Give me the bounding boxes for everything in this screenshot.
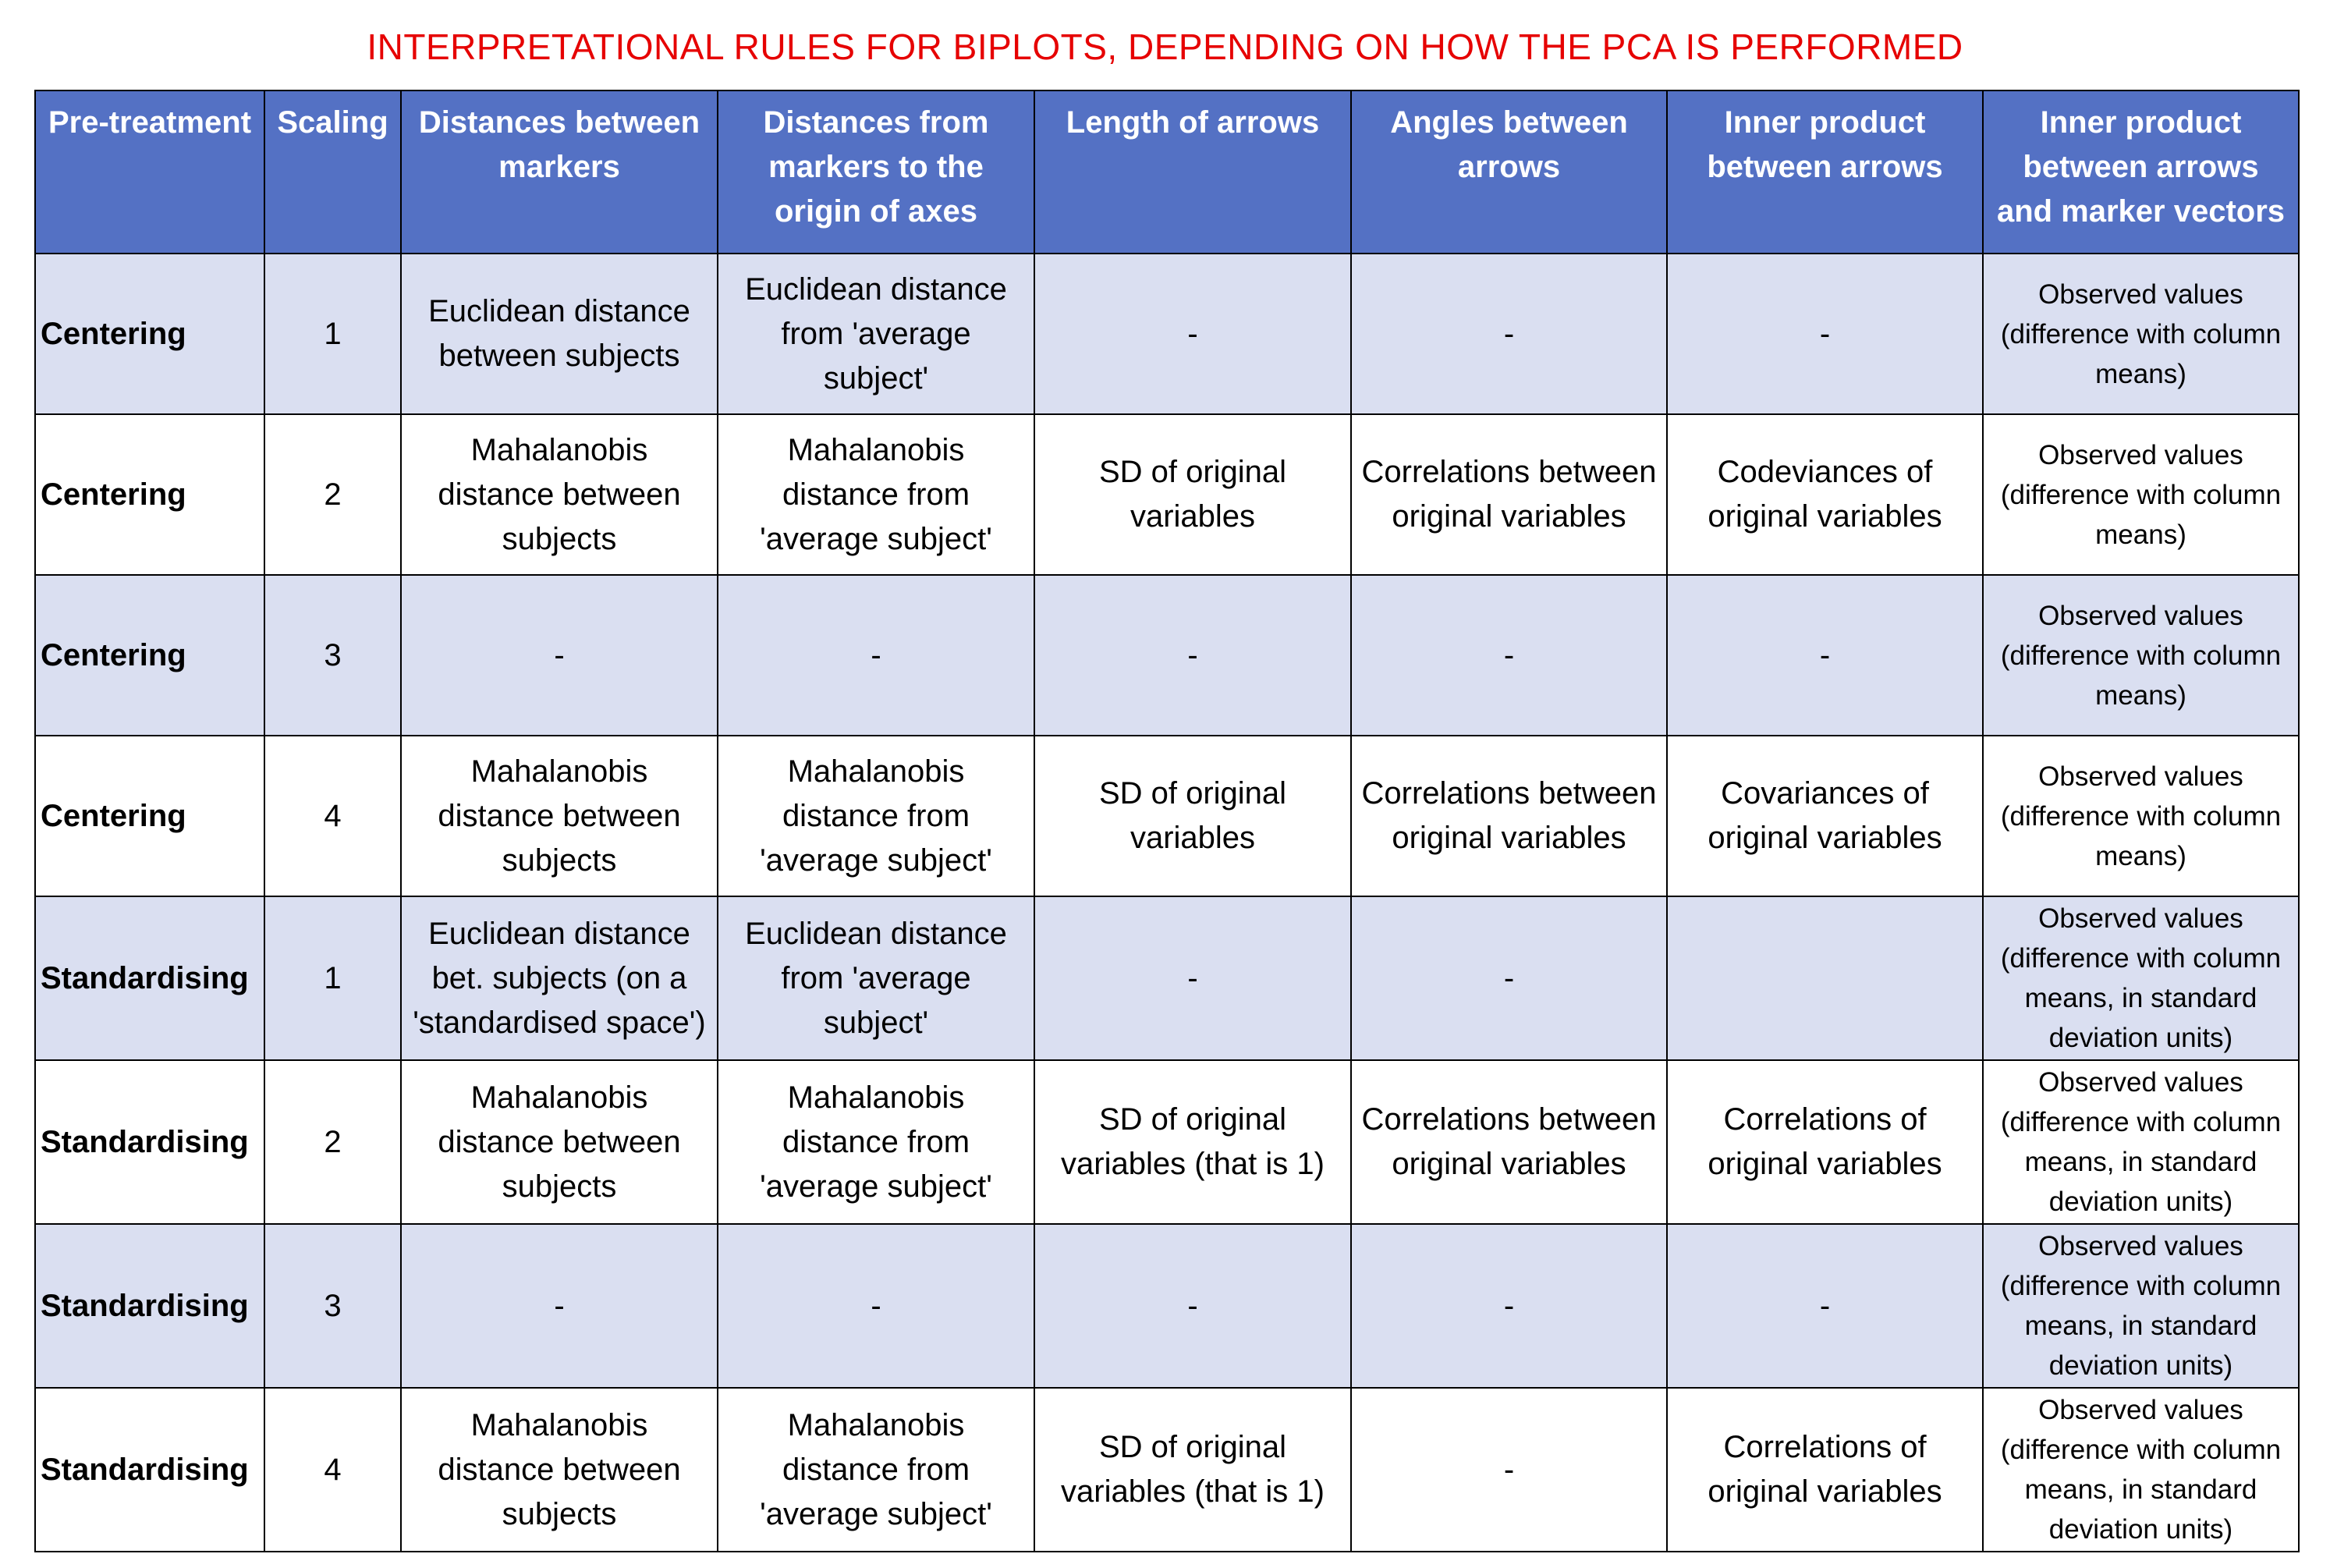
distances-origin-cell: - bbox=[718, 575, 1034, 736]
header-distances-between-markers: Distances between markers bbox=[401, 90, 718, 254]
angles-arrows-cell: Correlations between original variables bbox=[1351, 414, 1667, 575]
inner-product-arrows-cell: - bbox=[1667, 1224, 1983, 1388]
distances-origin-cell: Mahalanobis distance from 'average subject' bbox=[718, 1388, 1034, 1552]
length-arrows-cell: SD of original variables bbox=[1034, 414, 1351, 575]
length-arrows-cell: - bbox=[1034, 896, 1351, 1060]
distances-origin-cell: Mahalanobis distance from 'average subject' bbox=[718, 414, 1034, 575]
pretreatment-cell: Centering bbox=[35, 575, 264, 736]
distances-markers-cell: - bbox=[401, 575, 718, 736]
scaling-cell: 4 bbox=[264, 1388, 401, 1552]
length-arrows-cell: - bbox=[1034, 254, 1351, 414]
header-length-of-arrows: Length of arrows bbox=[1034, 90, 1351, 254]
angles-arrows-cell: Correlations between original variables bbox=[1351, 736, 1667, 896]
distances-markers-cell: Mahalanobis distance between subjects bbox=[401, 414, 718, 575]
header-pretreatment: Pre-treatment bbox=[35, 90, 264, 254]
inner-product-arrows-cell: - bbox=[1667, 254, 1983, 414]
inner-product-arrows-markers-cell: Observed values (difference with column means, in standard deviation units) bbox=[1983, 896, 2299, 1060]
pretreatment-cell: Standardising bbox=[35, 1060, 264, 1224]
scaling-cell: 2 bbox=[264, 1060, 401, 1224]
table-row bbox=[35, 254, 2299, 414]
pretreatment-cell: Centering bbox=[35, 736, 264, 896]
length-arrows-cell: SD of original variables (that is 1) bbox=[1034, 1388, 1351, 1552]
pretreatment-cell: Standardising bbox=[35, 896, 264, 1060]
table-row bbox=[35, 1060, 2299, 1224]
distances-origin-cell: Euclidean distance from 'average subject' bbox=[718, 254, 1034, 414]
pretreatment-cell: Centering bbox=[35, 254, 264, 414]
interpretation-rules-table bbox=[34, 90, 2300, 1552]
page-title: INTERPRETATIONAL RULES FOR BIPLOTS, DEPENDING ON HOW THE PCA IS PERFORMED bbox=[367, 27, 1963, 67]
table-row bbox=[35, 414, 2299, 575]
inner-product-arrows-markers-cell: Observed values (difference with column means) bbox=[1983, 575, 2299, 736]
distances-markers-cell: Mahalanobis distance between subjects bbox=[401, 1060, 718, 1224]
scaling-cell: 4 bbox=[264, 736, 401, 896]
table-row bbox=[35, 896, 2299, 1060]
angles-arrows-cell: Correlations between original variables bbox=[1351, 1060, 1667, 1224]
header-row bbox=[35, 90, 2299, 254]
inner-product-arrows-cell: Correlations of original variables bbox=[1667, 1060, 1983, 1224]
scaling-cell: 1 bbox=[264, 896, 401, 1060]
inner-product-arrows-markers-cell: Observed values (difference with column means) bbox=[1983, 414, 2299, 575]
inner-product-arrows-markers-cell: Observed values (difference with column means, in standard deviation units) bbox=[1983, 1060, 2299, 1224]
length-arrows-cell: SD of original variables (that is 1) bbox=[1034, 1060, 1351, 1224]
length-arrows-cell: - bbox=[1034, 575, 1351, 736]
table-header bbox=[35, 90, 2299, 254]
scaling-cell: 3 bbox=[264, 1224, 401, 1388]
distances-markers-cell: Euclidean distance bet. subjects (on a 'standardised space') bbox=[401, 896, 718, 1060]
inner-product-arrows-cell: Codeviances of original variables bbox=[1667, 414, 1983, 575]
inner-product-arrows-cell: Correlations of original variables bbox=[1667, 1388, 1983, 1552]
table-body bbox=[35, 254, 2299, 1552]
table-row bbox=[35, 1388, 2299, 1552]
header-scaling: Scaling bbox=[264, 90, 401, 254]
inner-product-arrows-cell: - bbox=[1667, 575, 1983, 736]
angles-arrows-cell: - bbox=[1351, 896, 1667, 1060]
table-row bbox=[35, 575, 2299, 736]
distances-markers-cell: - bbox=[401, 1224, 718, 1388]
angles-arrows-cell: - bbox=[1351, 254, 1667, 414]
inner-product-arrows-markers-cell: Observed values (difference with column means, in standard deviation units) bbox=[1983, 1224, 2299, 1388]
angles-arrows-cell: - bbox=[1351, 1224, 1667, 1388]
distances-origin-cell: - bbox=[718, 1224, 1034, 1388]
distances-origin-cell: Euclidean distance from 'average subject' bbox=[718, 896, 1034, 1060]
table-row bbox=[35, 736, 2299, 896]
distances-origin-cell: Mahalanobis distance from 'average subject' bbox=[718, 1060, 1034, 1224]
inner-product-arrows-markers-cell: Observed values (difference with column means) bbox=[1983, 254, 2299, 414]
distances-markers-cell: Euclidean distance between subjects bbox=[401, 254, 718, 414]
table-row bbox=[35, 1224, 2299, 1388]
inner-product-arrows-markers-cell: Observed values (difference with column means) bbox=[1983, 736, 2299, 896]
inner-product-arrows-cell: Covariances of original variables bbox=[1667, 736, 1983, 896]
distances-markers-cell: Mahalanobis distance between subjects bbox=[401, 1388, 718, 1552]
angles-arrows-cell: - bbox=[1351, 575, 1667, 736]
pretreatment-cell: Standardising bbox=[35, 1388, 264, 1552]
header-inner-product-arrows-markers: Inner product between arrows and marker vectors bbox=[1983, 90, 2299, 254]
header-distances-to-origin: Distances from markers to the origin of axes bbox=[718, 90, 1034, 254]
distances-markers-cell: Mahalanobis distance between subjects bbox=[401, 736, 718, 896]
length-arrows-cell: SD of original variables bbox=[1034, 736, 1351, 896]
pretreatment-cell: Centering bbox=[35, 414, 264, 575]
inner-product-arrows-cell bbox=[1667, 896, 1983, 1060]
distances-origin-cell: Mahalanobis distance from 'average subject' bbox=[718, 736, 1034, 896]
angles-arrows-cell: - bbox=[1351, 1388, 1667, 1552]
scaling-cell: 3 bbox=[264, 575, 401, 736]
scaling-cell: 2 bbox=[264, 414, 401, 575]
header-inner-product-arrows: Inner product between arrows bbox=[1667, 90, 1983, 254]
length-arrows-cell: - bbox=[1034, 1224, 1351, 1388]
pretreatment-cell: Standardising bbox=[35, 1224, 264, 1388]
header-angles-between-arrows: Angles between arrows bbox=[1351, 90, 1667, 254]
scaling-cell: 1 bbox=[264, 254, 401, 414]
inner-product-arrows-markers-cell: Observed values (difference with column means, in standard deviation units) bbox=[1983, 1388, 2299, 1552]
